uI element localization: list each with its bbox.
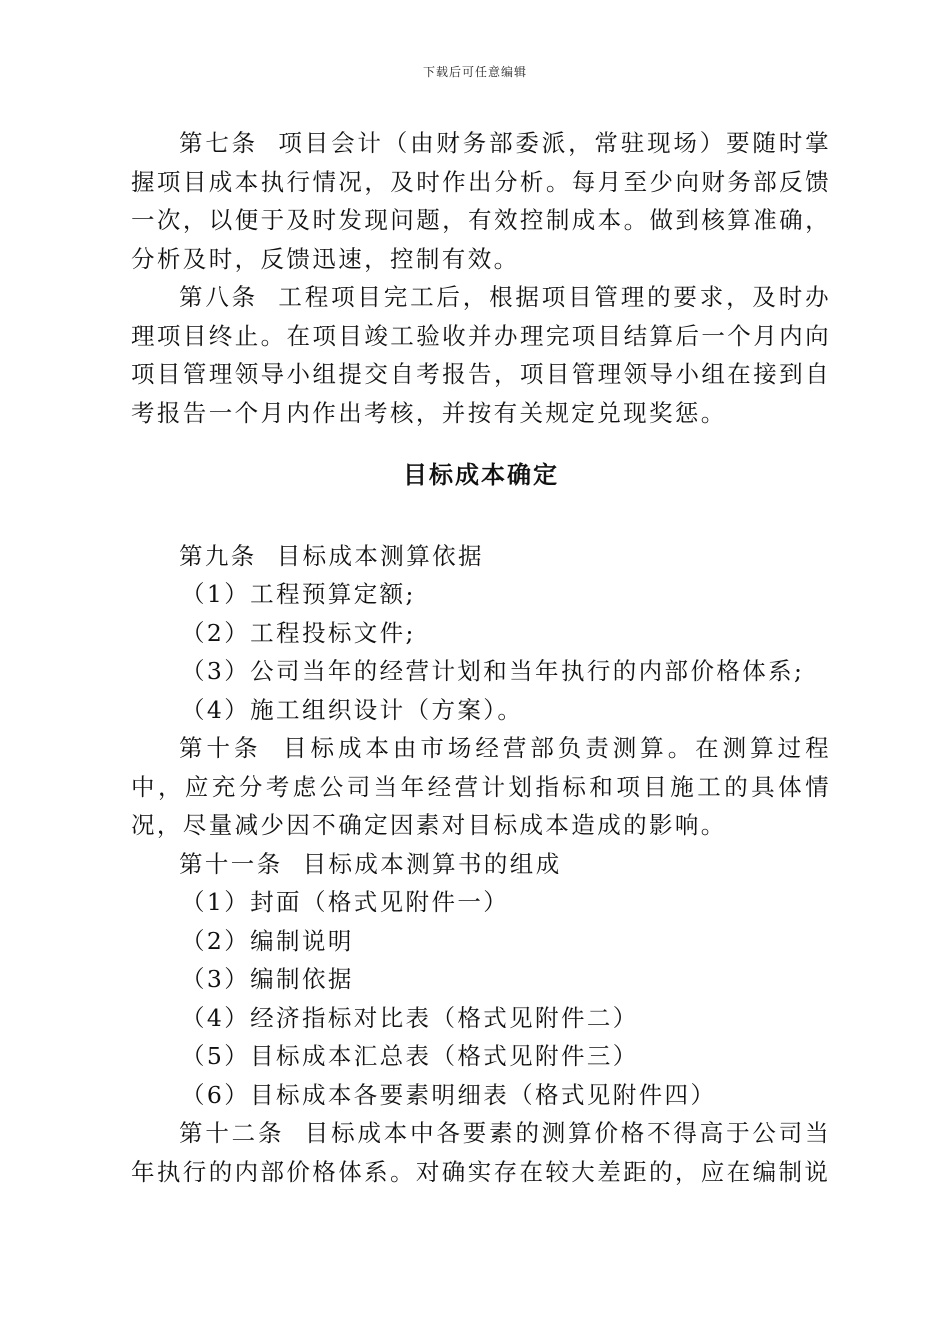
article-9-label: 第九条 — [179, 541, 257, 570]
article-7-text: 项目会计（由财务部委派，常驻现场）要随时掌握项目成本执行情况，及时作出分析。每月至少向财务部反馈一次，以便于及时发现问题，有效控制成本。做到核算准确，分析及时，反馈迅速，控制有效。 — [131, 129, 831, 273]
article-7 — [131, 124, 831, 278]
article-12 — [131, 1114, 831, 1191]
article-12-text: 目标成本中各要素的测算价格不得高于公司当年执行的内部价格体系。对确实存在较大差距的，应在编制说 — [131, 1119, 832, 1186]
article-10-text: 目标成本由市场经营部负责测算。在测算过程中，应充分考虑公司当年经营计划指标和项目施工的具体情况，尽量减少因不确定因素对目标成本造成的影响。 — [131, 734, 831, 839]
article-10-label: 第十条 — [179, 734, 262, 762]
article-8-text: 工程项目完工后，根据项目管理的要求，及时办理项目终止。在项目竣工验收并办理完项目结算后一个月内向项目管理领导小组提交自考报告，项目管理领导小组在接到自考报告一个月内作出考核，并按有关规定兑现奖惩。 — [131, 283, 831, 427]
article-11-text: 目标成本测算书的组成 — [302, 849, 562, 878]
article-8-label: 第八条 — [179, 283, 258, 311]
list-item: （2）工程投标文件; — [181, 618, 416, 647]
list-item: （2）编制说明 — [181, 926, 354, 955]
section-heading: 目标成本确定 — [403, 460, 559, 489]
article-9 — [131, 537, 831, 576]
document-body — [131, 124, 831, 1191]
list-item: （4）经济指标对比表（格式见附件二） — [181, 1003, 639, 1032]
page-header: 下载后可任意编辑 — [422, 65, 527, 79]
list-item: （5）目标成本汇总表（格式见附件三） — [181, 1042, 639, 1070]
article-9-text: 目标成本测算依据 — [276, 541, 484, 570]
article-12-label: 第十二条 — [179, 1119, 285, 1147]
article-11-label: 第十一条 — [179, 849, 283, 878]
article-10 — [131, 729, 831, 845]
list-item: （4）施工组织设计（方案）。 — [181, 695, 524, 724]
list-item: （1）工程预算定额; — [181, 580, 416, 608]
list-item: （3）公司当年的经营计划和当年执行的内部价格体系; — [181, 657, 805, 685]
list-item: （3）编制依据 — [181, 965, 354, 993]
list-item: （6）目标成本各要素明细表（格式见附件四） — [181, 1080, 717, 1109]
list-item: （1）封面（格式见附件一） — [181, 888, 510, 916]
article-7-label: 第七条 — [179, 129, 258, 157]
article-8 — [131, 278, 831, 432]
article-11 — [131, 845, 831, 884]
